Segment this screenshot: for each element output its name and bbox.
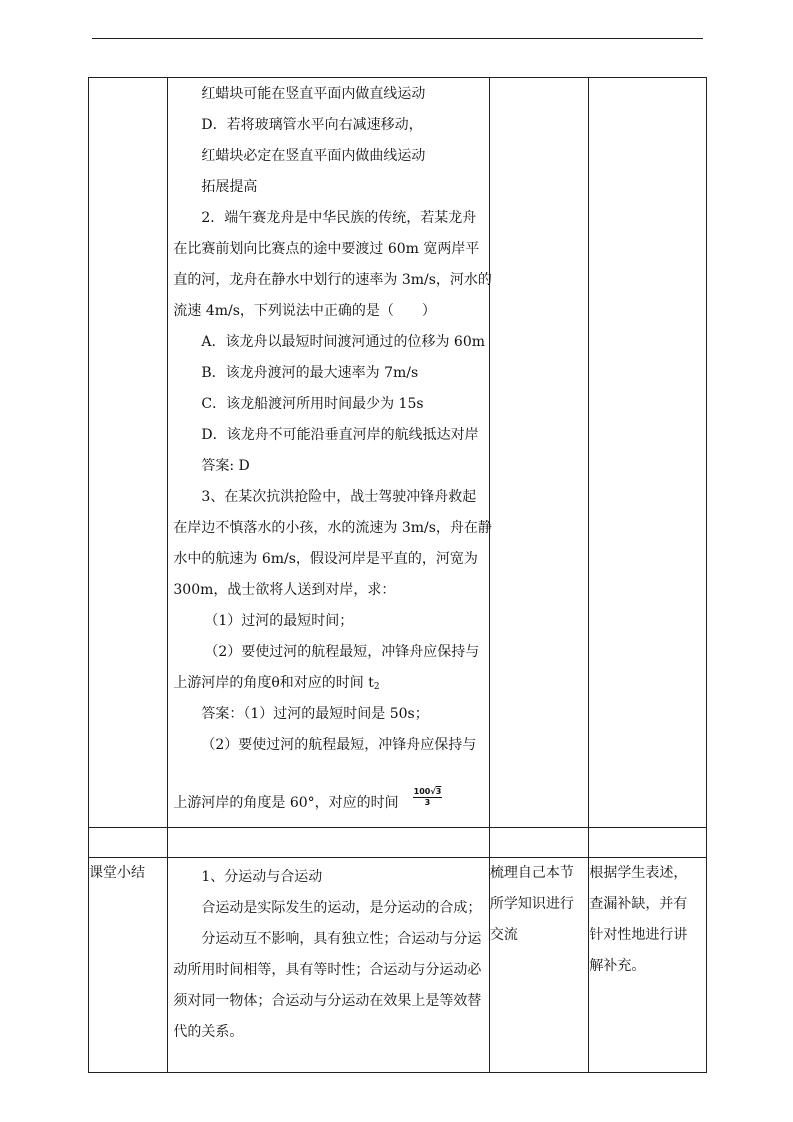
empty-cell bbox=[168, 828, 490, 858]
section-heading: 拓展提高 bbox=[201, 179, 258, 195]
summary-content-cell bbox=[168, 858, 490, 1073]
teacher-activity-cell bbox=[589, 78, 707, 828]
header-rule bbox=[92, 38, 703, 39]
fraction-formula bbox=[413, 787, 443, 808]
numerator-integer: 100 bbox=[413, 787, 431, 796]
summary-text: 分运动互不影响，具有独立性；合运动与分运 bbox=[201, 931, 482, 947]
student-activity-text: 交流 bbox=[489, 927, 518, 943]
teacher-activity-text: 针对性地进行讲 bbox=[589, 927, 688, 943]
summary-text: 合运动是实际发生的运动，是分运动的合成； bbox=[201, 900, 482, 916]
question-2-text: 直的河，龙舟在静水中划行的速率为 3m/s，河水的 bbox=[173, 272, 492, 288]
teacher-activity-text: 解补充。 bbox=[589, 958, 646, 974]
text-span: 上游河岸的角度θ和对应的时间 t bbox=[173, 675, 374, 691]
teacher-activity-text: 根据学生表述， bbox=[589, 865, 688, 881]
summary-text: 须对同一物体；合运动与分运动在效果上是等效替 bbox=[173, 993, 482, 1009]
option-d: D．该龙舟不可能沿垂直河岸的航线抵达对岸 bbox=[201, 427, 479, 443]
table-row-empty bbox=[89, 828, 707, 858]
answer-text: （2）要使过河的航程最短，冲锋舟应保持与 bbox=[201, 737, 477, 753]
teacher-activity-text: 查漏补缺，并有 bbox=[589, 896, 688, 912]
exercise-content-cell bbox=[168, 78, 490, 828]
option-a: A．该龙舟以最短时间渡河通过的位移为 60m bbox=[201, 334, 486, 350]
summary-label: 课堂小结 bbox=[89, 865, 145, 881]
question-2-text: 在比赛前划向比赛点的途中要渡过 60m 宽两岸平 bbox=[173, 241, 480, 257]
question-3-text: 3、在某次抗洪抢险中，战士驾驶冲锋舟救起 bbox=[201, 489, 477, 505]
text-span: 上游河岸的角度是 60°，对应的时间 bbox=[173, 795, 399, 811]
student-activity-text: 所学知识进行 bbox=[489, 896, 574, 912]
subscript: 2 bbox=[373, 682, 380, 692]
summary-text: 代的关系。 bbox=[173, 1024, 244, 1040]
answer-text: 答案: D bbox=[201, 458, 250, 474]
question-3-part-2: （2）要使过河的航程最短，冲锋舟应保持与 bbox=[204, 644, 480, 660]
option-d: D．若将玻璃管水平向右减速移动， bbox=[201, 117, 423, 133]
table-row-summary bbox=[89, 858, 707, 1073]
sqrt-symbol: √ bbox=[430, 787, 436, 796]
lesson-plan-table bbox=[88, 77, 707, 1073]
teacher-activity-cell bbox=[589, 858, 707, 1073]
section-label-cell bbox=[89, 78, 168, 828]
question-2-text: 2．端午赛龙舟是中华民族的传统，若某龙舟 bbox=[201, 210, 477, 226]
sqrt-radicand: 3 bbox=[435, 787, 442, 796]
question-3-part-1: （1）过河的最短时间； bbox=[204, 613, 354, 629]
text-line: 红蜡块可能在竖直平面内做直线运动 bbox=[201, 86, 426, 102]
question-3-text: 300m，战士欲将人送到对岸，求： bbox=[173, 582, 396, 598]
fraction-numerator bbox=[413, 787, 443, 798]
student-activity-cell bbox=[489, 78, 588, 828]
question-3-part-2-cont bbox=[168, 668, 489, 699]
summary-label-cell bbox=[89, 858, 168, 1073]
empty-cell bbox=[589, 828, 707, 858]
table-row-exercises bbox=[89, 78, 707, 828]
question-2-text: 流速 4m/s，下列说法中正确的是（ ） bbox=[173, 303, 436, 319]
answer-text: 答案：（1）过河的最短时间是 50s； bbox=[201, 706, 429, 722]
answer-text bbox=[168, 761, 489, 819]
summary-heading: 1、分运动与合运动 bbox=[201, 869, 323, 885]
option-b: B．该龙舟渡河的最大速率为 7m/s bbox=[201, 365, 419, 381]
fraction-denominator: 3 bbox=[424, 798, 431, 807]
text-line: 红蜡块必定在竖直平面内做曲线运动 bbox=[201, 148, 426, 164]
student-activity-cell bbox=[489, 858, 588, 1073]
empty-cell bbox=[89, 828, 168, 858]
student-activity-text: 梳理自己本节 bbox=[489, 865, 574, 881]
question-3-text: 在岸边不慎落水的小孩，水的流速为 3m/s，舟在静 bbox=[173, 520, 492, 536]
option-c: C．该龙船渡河所用时间最少为 15s bbox=[201, 396, 424, 412]
empty-cell bbox=[489, 828, 588, 858]
question-3-text: 水中的航速为 6m/s，假设河岸是平直的，河宽为 bbox=[173, 551, 478, 567]
summary-text: 动所用时间相等，具有等时性；合运动与分运动必 bbox=[173, 962, 482, 978]
